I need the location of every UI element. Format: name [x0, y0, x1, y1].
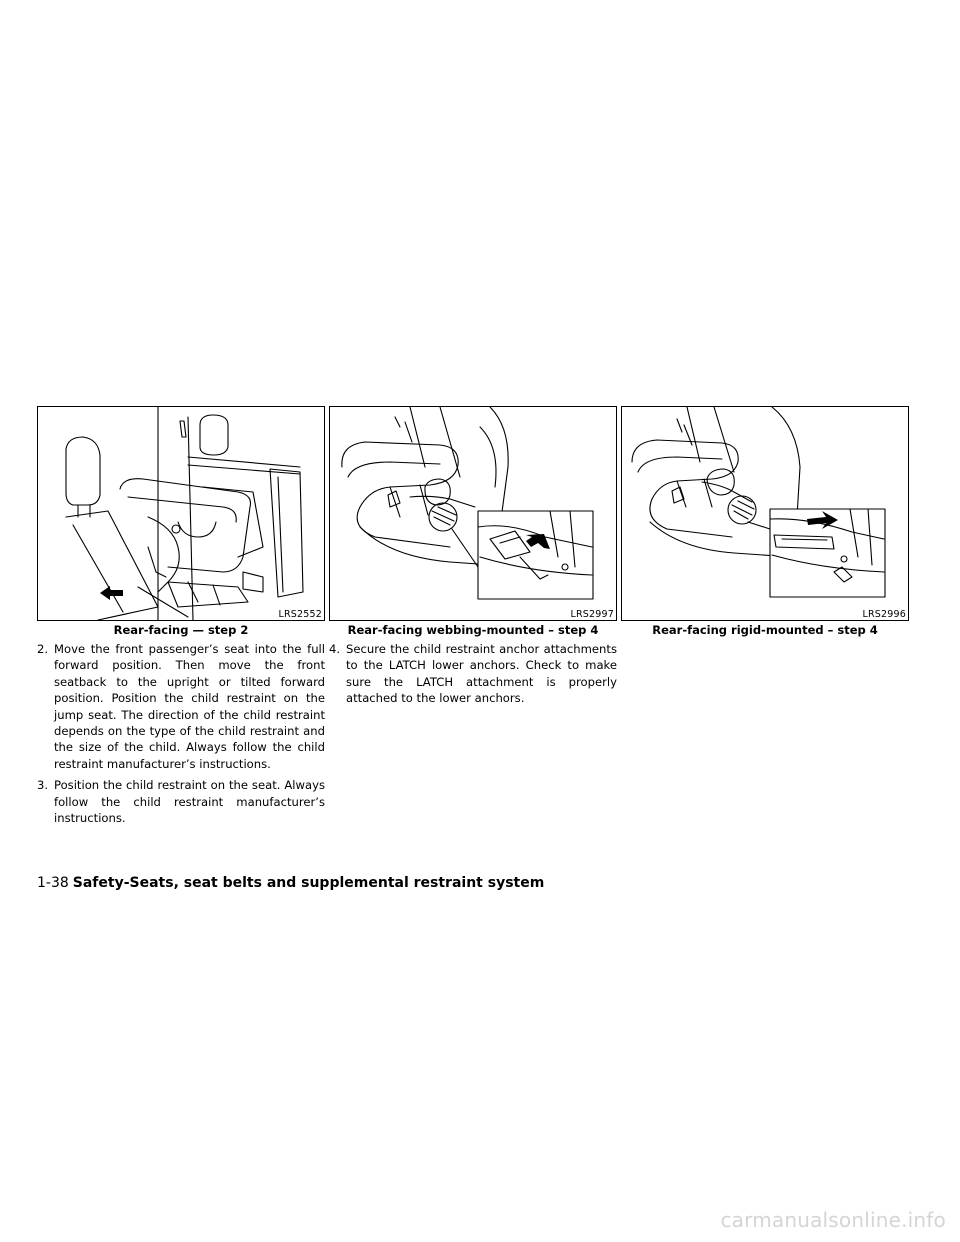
seat-illustration-3: [622, 407, 908, 620]
figure-code: LRS2996: [862, 609, 906, 620]
step-text: Position the child restraint on the seat. Always follow the child restraint manufacturer’s instructions.: [54, 778, 325, 826]
figure-code: LRS2997: [570, 609, 614, 620]
column-3: [621, 406, 909, 637]
step-item: [329, 641, 617, 707]
column-1: [37, 406, 325, 826]
step-item: [37, 777, 325, 826]
figure-rear-facing-rigid-mounted-step-4: [621, 406, 909, 621]
watermark: carmanualsonline.info: [720, 1208, 946, 1232]
figure-code: LRS2552: [278, 609, 322, 620]
figure-caption: Rear-facing rigid-mounted – step 4: [652, 623, 878, 637]
step-text: Secure the child restraint anchor attachments to the LATCH lower anchors. Check to make sure the LATCH attachment is properly attached to the lower anchors.: [346, 642, 617, 706]
figure-caption: Rear-facing — step 2: [113, 623, 249, 637]
page-footer: [37, 874, 544, 892]
section-title: Safety-Seats, seat belts and supplemental restraint system: [72, 875, 545, 891]
seat-illustration-2: [330, 407, 616, 620]
step-item: [37, 641, 325, 772]
step-number: 2.: [37, 642, 49, 656]
step-number: 4.: [329, 642, 341, 656]
seat-illustration-1: [38, 407, 324, 620]
figure-rear-facing-webbing-mounted-step-4: [329, 406, 617, 621]
figure-caption: Rear-facing webbing-mounted – step 4: [347, 623, 599, 637]
figure-rear-facing-step-2: [37, 406, 325, 621]
step-text: Move the front passenger’s seat into the full forward position. Then move the front seatback to the upright or tilted forward position. Position the child restraint on the jump seat. The direction of the child restraint depends on the type of the child restraint and the size of the child. Always follow the child restraint manufacturer’s instructions.: [54, 642, 325, 771]
page-number: 1-38: [37, 875, 69, 891]
step-number: 3.: [37, 778, 49, 793]
column-2: [329, 406, 617, 707]
